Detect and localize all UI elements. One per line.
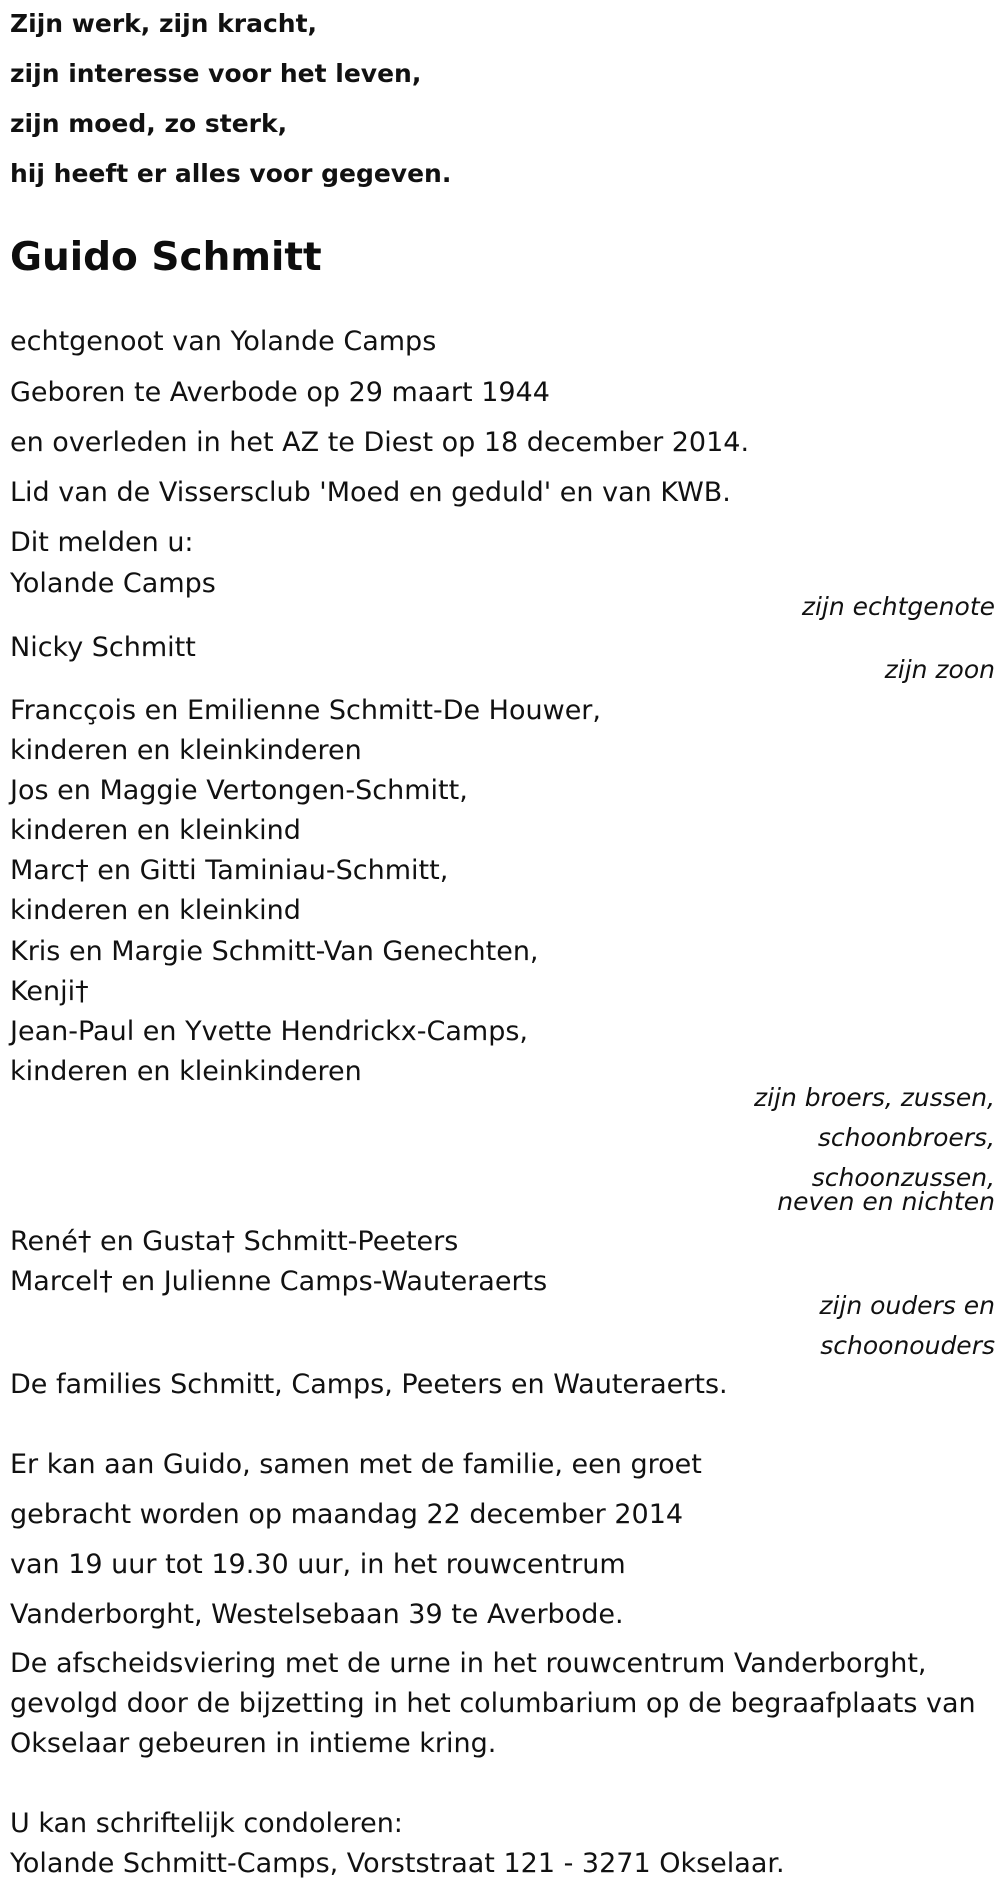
sibling-line: kinderen en kleinkind [10, 815, 301, 846]
poem-line: zijn interesse voor het leven, [10, 59, 422, 88]
poem-line: zijn moed, zo sterk, [10, 109, 288, 138]
intro-line: Geboren te Averbode op 29 maart 1944 [10, 377, 550, 408]
son-role: zijn zoon [884, 655, 995, 684]
parents-role-line: schoonouders [820, 1331, 995, 1360]
sibling-line: Kris en Margie Schmitt-Van Genechten, [10, 936, 539, 967]
ceremony-line: De afscheidsviering met de urne in het rouwcentrum Vanderborght, [10, 1648, 927, 1679]
sibling-line: Francçois en Emilienne Schmitt-De Houwer, [10, 695, 601, 726]
ceremony-line: gevolgd door de bijzetting in het columbarium op de begraafplaats van [10, 1688, 976, 1719]
visitation-line: van 19 uur tot 19.30 uur, in het rouwcentrum [10, 1549, 626, 1580]
spouse-role: zijn echtgenote [801, 592, 995, 621]
deceased-name: Guido Schmitt [10, 235, 322, 280]
condolence-line: U kan schriftelijk condoleren: [10, 1808, 403, 1839]
sibling-line: Jos en Maggie Vertongen-Schmitt, [10, 775, 468, 806]
visitation-line: Er kan aan Guido, samen met de familie, een groet [10, 1449, 702, 1480]
poem-line: Zijn werk, zijn kracht, [10, 9, 318, 38]
intro-line: en overleden in het AZ te Diest op 18 december 2014. [10, 427, 750, 458]
parents-line: Marcel† en Julienne Camps-Wauteraerts [10, 1266, 548, 1297]
poem-line: hij heeft er alles voor gegeven. [10, 159, 452, 188]
spouse-name: Yolande Camps [10, 568, 216, 599]
visitation-line: gebracht worden op maandag 22 december 2014 [10, 1499, 684, 1530]
visitation-line: Vanderborght, Westelsebaan 39 te Averbode. [10, 1599, 624, 1630]
siblings-role-line: schoonzussen, [811, 1163, 995, 1192]
sibling-line: Jean-Paul en Yvette Hendrickx-Camps, [10, 1016, 528, 1047]
sibling-line: kinderen en kleinkinderen [10, 1056, 362, 1087]
parents-line: René† en Gusta† Schmitt-Peeters [10, 1226, 459, 1257]
parents-role-line: zijn ouders en [819, 1291, 995, 1320]
siblings-role-line: neven en nichten [777, 1187, 995, 1216]
siblings-role-line: zijn broers, zussen, [753, 1083, 995, 1112]
condolence-address: Yolande Schmitt-Camps, Vorststraat 121 - 3271 Okselaar. [10, 1848, 785, 1879]
intro-line: Lid van de Vissersclub 'Moed en geduld' en van KWB. [10, 477, 731, 508]
announced-by: Dit melden u: [10, 527, 194, 558]
sibling-line: kinderen en kleinkind [10, 895, 301, 926]
sibling-line: Kenji† [10, 976, 89, 1007]
sibling-line: kinderen en kleinkinderen [10, 735, 362, 766]
siblings-role-line: schoonbroers, [817, 1123, 995, 1152]
ceremony-line: Okselaar gebeuren in intieme kring. [10, 1728, 497, 1759]
intro-line: echtgenoot van Yolande Camps [10, 326, 437, 357]
sibling-line: Marc† en Gitti Taminiau-Schmitt, [10, 855, 449, 886]
families-line: De families Schmitt, Camps, Peeters en Wauteraerts. [10, 1369, 728, 1400]
son-name: Nicky Schmitt [10, 632, 196, 663]
